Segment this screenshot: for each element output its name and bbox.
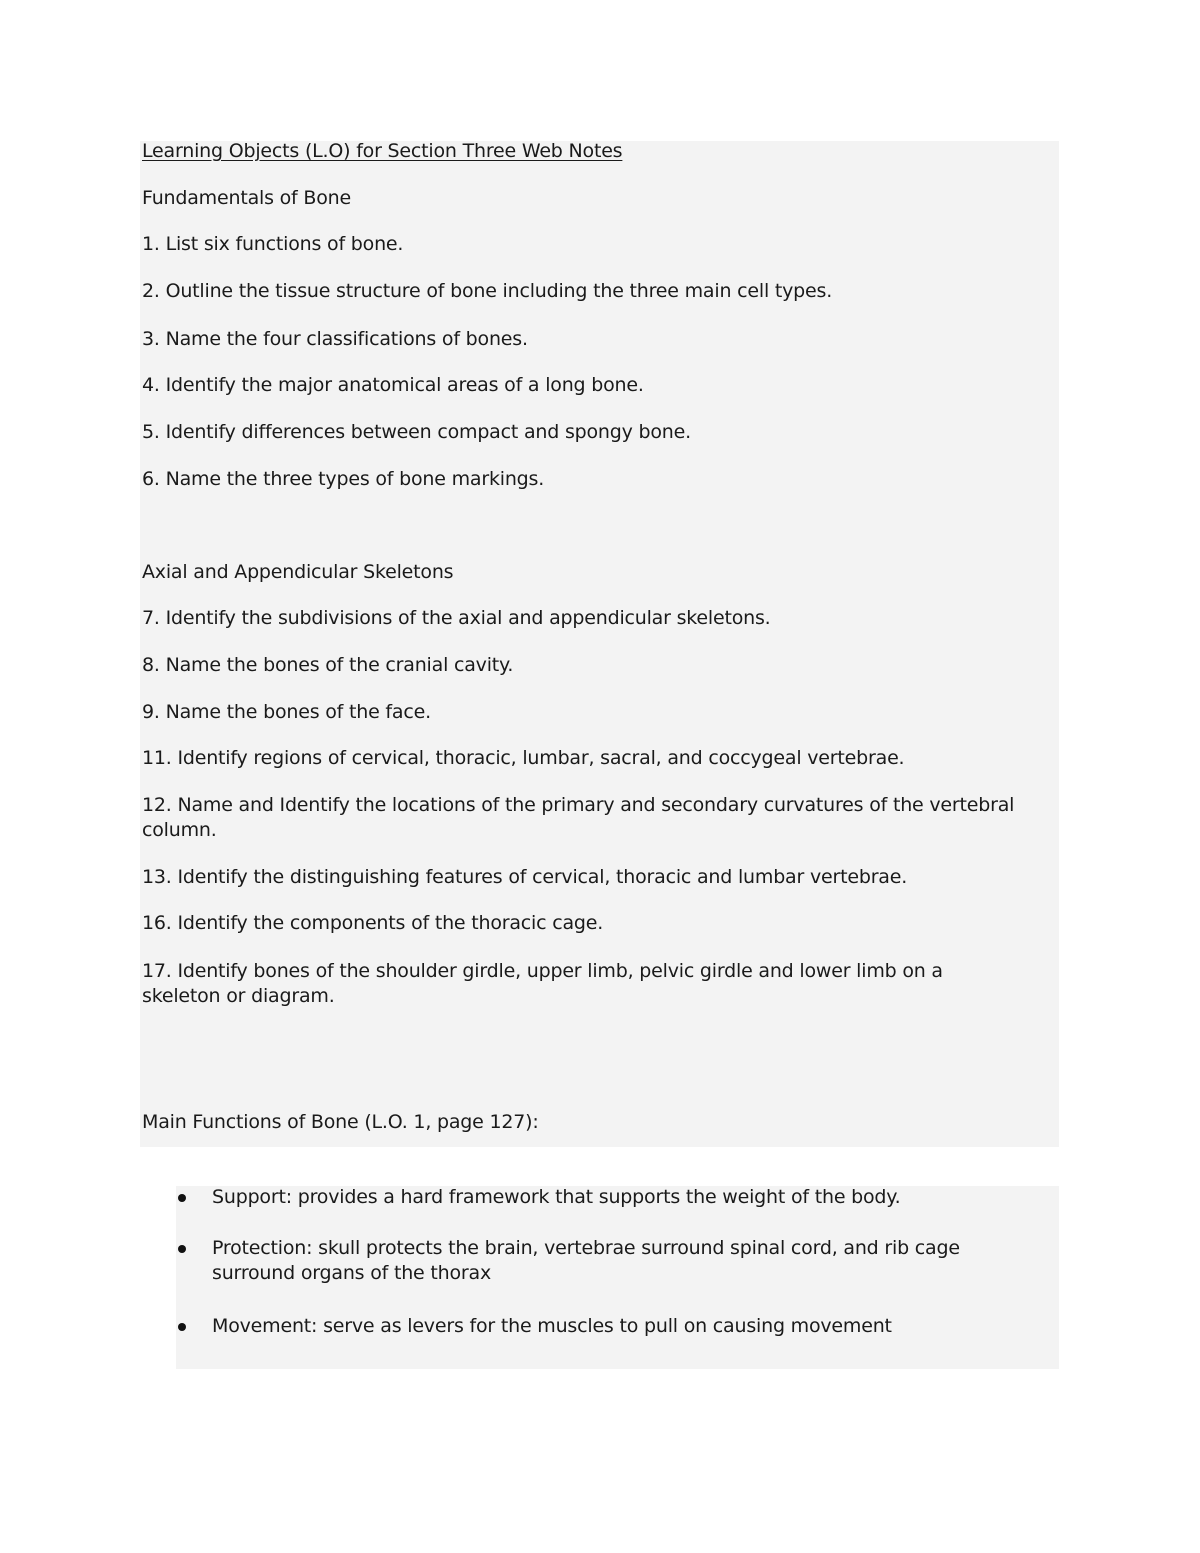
bullet-list-item (176, 1236, 1046, 1286)
objective-item: 8. Name the bones of the cranial cavity. (142, 654, 514, 676)
objective-item: 3. Name the four classifications of bones. (142, 328, 528, 350)
objective-item: 9. Name the bones of the face. (142, 701, 431, 723)
objective-item: 7. Identify the subdivisions of the axial and appendicular skeletons. (142, 607, 771, 629)
bullet-text: Protection: skull protects the brain, vertebrae surround spinal cord, and rib cage surround organs of the thorax (212, 1237, 960, 1284)
section-heading-main-functions: Main Functions of Bone (L.O. 1, page 127): (142, 1111, 539, 1133)
objective-item: 12. Name and Identify the locations of the primary and secondary curvatures of the vertebral column. (142, 794, 1015, 841)
objective-item: 4. Identify the major anatomical areas of a long bone. (142, 374, 644, 396)
objective-item: 13. Identify the distinguishing features of cervical, thoracic and lumbar vertebrae. (142, 866, 908, 888)
objective-item: 5. Identify differences between compact and spongy bone. (142, 421, 691, 443)
bullet-icon (178, 1323, 186, 1331)
section-heading-skeletons: Axial and Appendicular Skeletons (142, 561, 454, 583)
objective-item: 1. List six functions of bone. (142, 233, 404, 255)
objective-item: 17. Identify bones of the shoulder girdle, upper limb, pelvic girdle and lower limb on a skeleton or diagram. (142, 960, 943, 1007)
bullet-text: Support: provides a hard framework that supports the weight of the body. (212, 1186, 901, 1208)
bullet-icon (178, 1245, 186, 1253)
bullet-icon (178, 1194, 186, 1202)
objective-item: 11. Identify regions of cervical, thoracic, lumbar, sacral, and coccygeal vertebrae. (142, 747, 905, 769)
document-title: Learning Objects (L.O) for Section Three Web Notes (142, 140, 623, 162)
bullet-list-item (176, 1314, 1046, 1339)
objective-item: 2. Outline the tissue structure of bone including the three main cell types. (142, 280, 833, 302)
bullet-text: Movement: serve as levers for the muscles to pull on causing movement (212, 1315, 892, 1337)
section-heading-fundamentals: Fundamentals of Bone (142, 187, 351, 209)
objective-item: 16. Identify the components of the thoracic cage. (142, 912, 604, 934)
objective-item: 6. Name the three types of bone markings. (142, 468, 545, 490)
bullet-list-item (176, 1185, 1046, 1210)
